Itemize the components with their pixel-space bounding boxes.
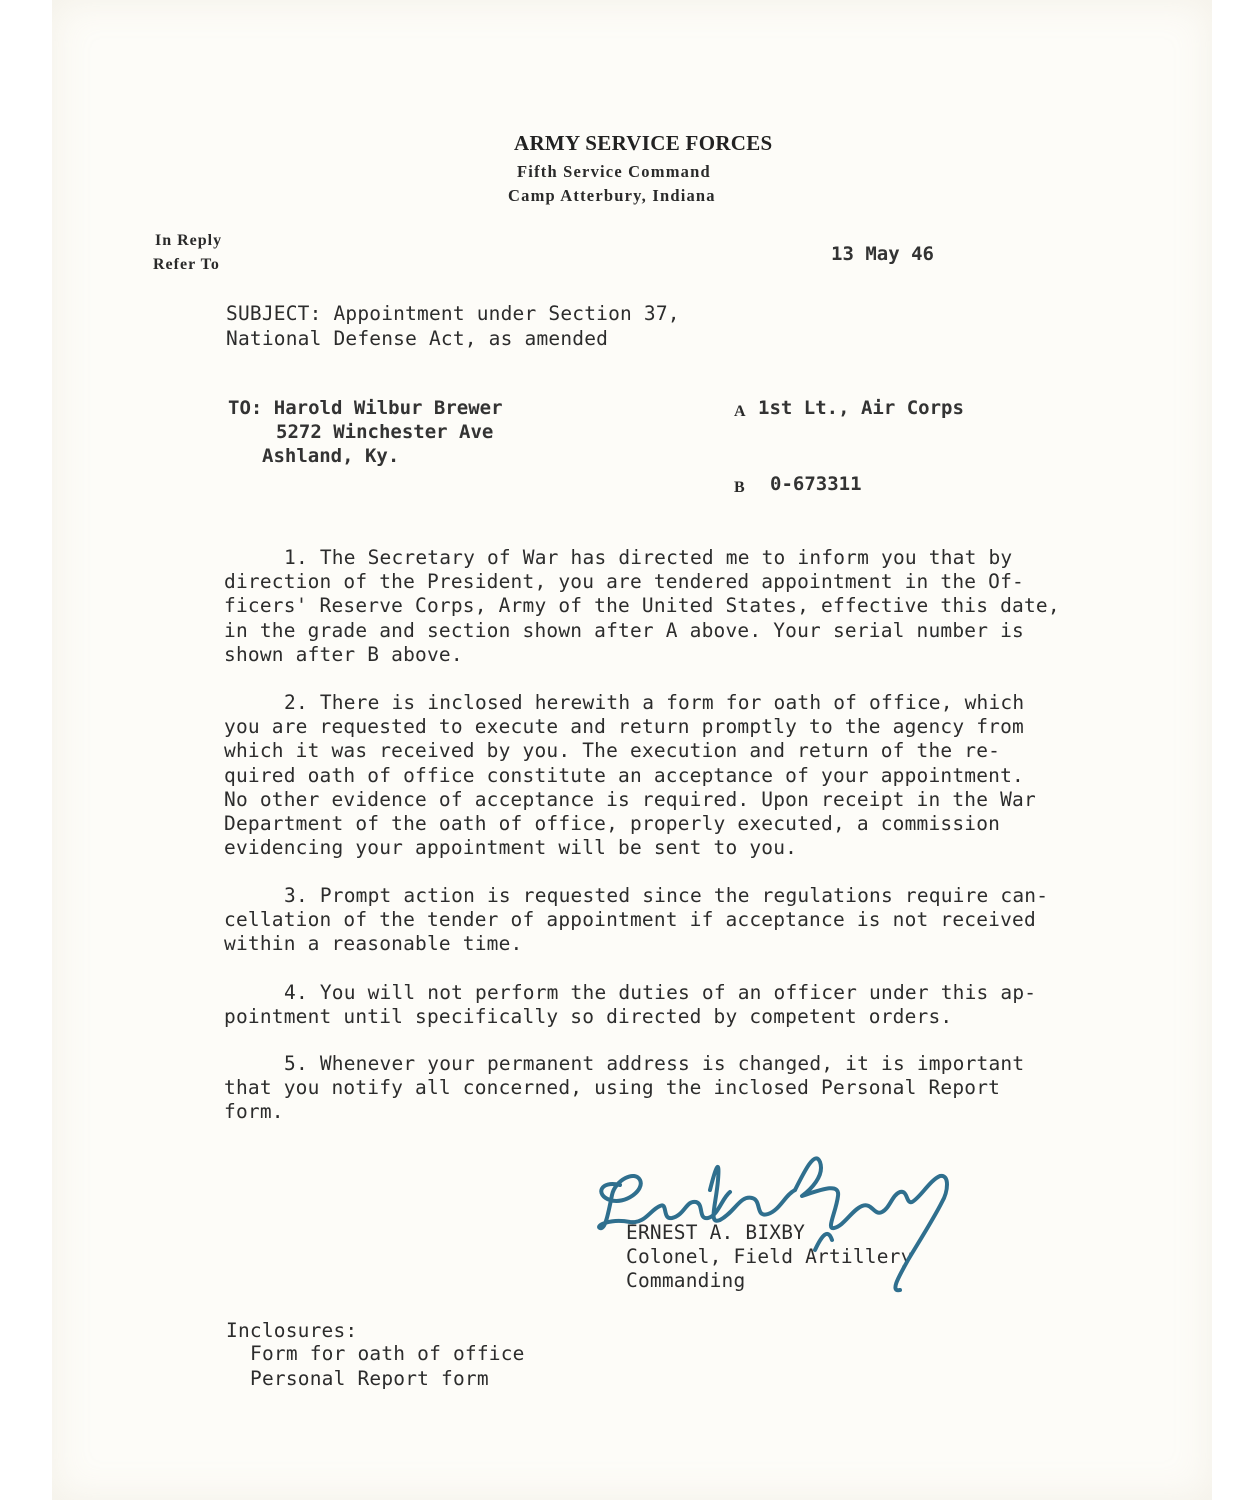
paragraph-1 xyxy=(224,546,1060,667)
inclosure-item: Personal Report form xyxy=(250,1367,489,1390)
inclosure-item: Form for oath of office xyxy=(250,1342,525,1365)
reply-ref-line1: In Reply xyxy=(155,232,223,249)
reply-ref-line2: Refer To xyxy=(153,256,220,273)
signer-rank: Colonel, Field Artillery xyxy=(626,1245,913,1268)
paragraph-line: within a reasonable time. xyxy=(224,932,523,956)
paragraph-line: Department of the oath of office, properly executed, a commission xyxy=(224,812,1001,836)
letterhead-location: Camp Atterbury, Indiana xyxy=(508,186,716,205)
paragraph-line: which it was received by you. The execution and return of the re- xyxy=(224,739,1001,763)
letterhead-title: ARMY SERVICE FORCES xyxy=(514,131,773,155)
serial-label-b: B xyxy=(734,479,746,496)
letter-date: 13 May 46 xyxy=(831,243,934,265)
signer-name: ERNEST A. BIXBY xyxy=(626,1221,806,1244)
serial-number: 0-673311 xyxy=(770,473,862,495)
paragraph-line: shown after B above. xyxy=(224,642,463,666)
paragraph-line: 2. There is inclosed herewith a form for oath of office, which xyxy=(284,691,1025,714)
inclosures-label: Inclosures: xyxy=(226,1319,358,1342)
paragraph-line: quired oath of office constitute an acceptance of your appointment. xyxy=(224,763,1024,787)
paragraph-line: you are requested to execute and return promptly to the agency from xyxy=(224,715,1024,739)
recipient-address1: 5272 Winchester Ave xyxy=(276,421,494,443)
paragraph-line: 4. You will not perform the duties of an officer under this ap- xyxy=(284,981,1037,1004)
paragraph-5 xyxy=(224,1052,1024,1125)
paragraph-2 xyxy=(224,691,1036,860)
recipient-address2: Ashland, Ky. xyxy=(262,445,400,467)
paragraph-line: No other evidence of acceptance is required. Upon receipt in the War xyxy=(224,787,1036,811)
paragraph-line: form. xyxy=(224,1100,284,1124)
paragraph-line: ficers' Reserve Corps, Army of the United States, effective this date, xyxy=(224,594,1060,618)
recipient-to: TO: Harold Wilbur Brewer xyxy=(228,397,503,419)
paragraph-line: 3. Prompt action is requested since the regulations require can- xyxy=(284,884,1049,907)
paragraph-line: pointment until specifically so directed by competent orders. xyxy=(224,1005,953,1029)
handwritten-signature xyxy=(590,1140,970,1310)
signer-role: Commanding xyxy=(626,1269,746,1292)
paragraph-line: cellation of the tender of appointment if acceptance is not received xyxy=(224,908,1036,932)
paragraph-line: evidencing your appointment will be sent to you. xyxy=(224,836,798,860)
paragraph-line: that you notify all concerned, using the inclosed Personal Report xyxy=(224,1076,1001,1100)
paragraph-line: 1. The Secretary of War has directed me to inform you that by xyxy=(284,546,1013,569)
subject-line1: SUBJECT: Appointment under Section 37, xyxy=(226,302,680,325)
paragraph-line: 5. Whenever your permanent address is changed, it is important xyxy=(284,1052,1025,1075)
paragraph-line: in the grade and section shown after A above. Your serial number is xyxy=(224,618,1024,642)
paragraph-4 xyxy=(224,981,1036,1029)
paragraph-line: direction of the President, you are tendered appointment in the Of- xyxy=(224,570,1024,594)
grade-label-a: A xyxy=(734,403,747,420)
letterhead-command: Fifth Service Command xyxy=(517,162,711,181)
subject-line2: National Defense Act, as amended xyxy=(226,327,609,350)
grade-value: 1st Lt., Air Corps xyxy=(758,397,964,419)
paragraph-3 xyxy=(224,884,1048,957)
